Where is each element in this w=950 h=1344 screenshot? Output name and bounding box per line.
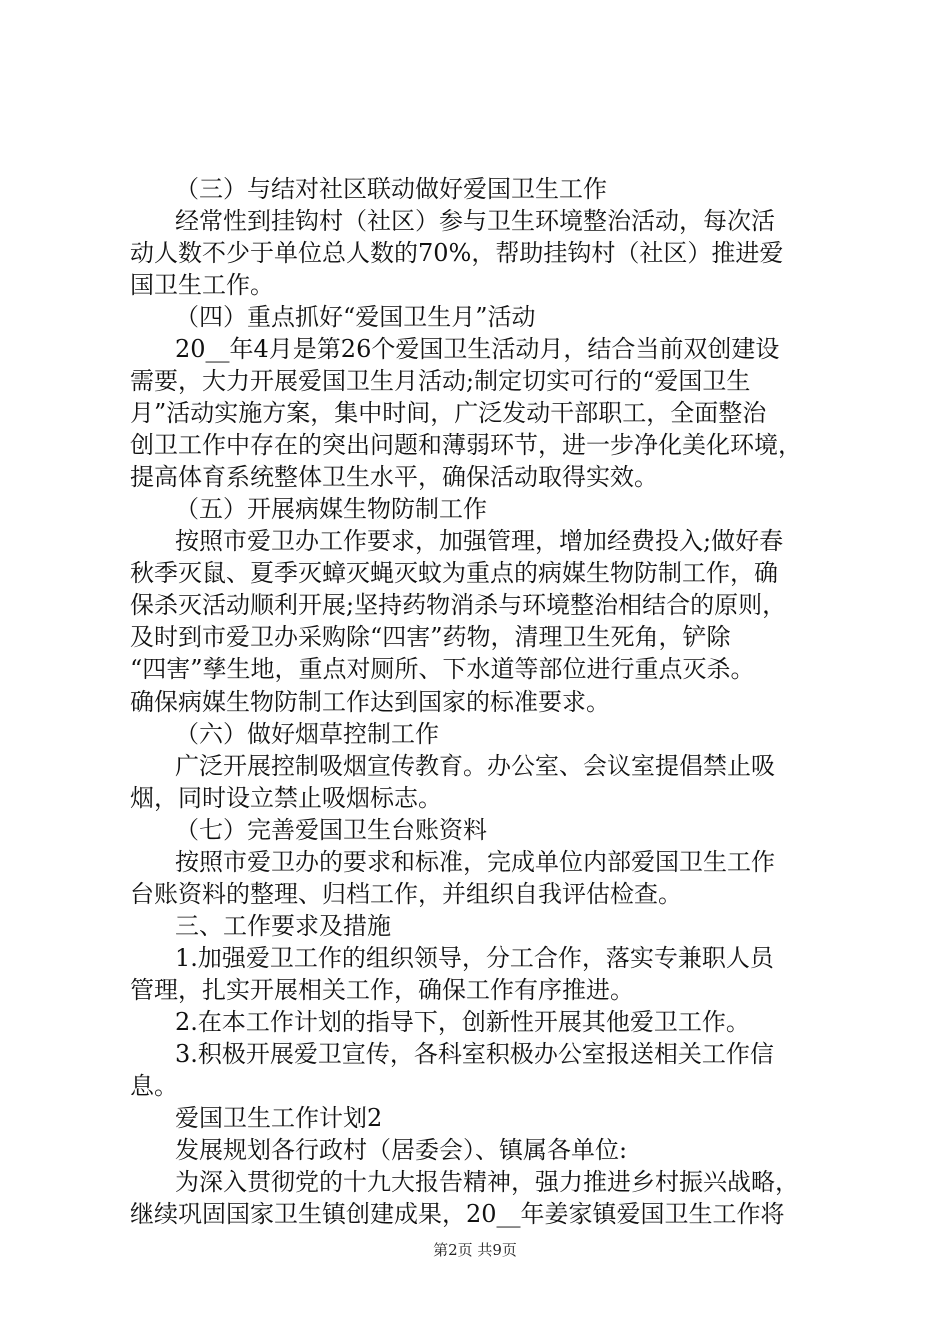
text-line: （七）完善爱国卫生台账资料 [175, 816, 487, 844]
text-line: 广泛开展控制吸烟宣传教育。办公室、会议室提倡禁止吸 [175, 752, 775, 780]
text-line: 提高体育系统整体卫生水平，确保活动取得实效。 [130, 463, 658, 491]
text-line: （三）与结对社区联动做好爱国卫生工作 [175, 175, 607, 203]
text-line: 按照市爱卫办的要求和标准，完成单位内部爱国卫生工作 [175, 848, 775, 876]
text-line: 管理，扎实开展相关工作，确保工作有序推进。 [130, 976, 634, 1004]
text-line: 发展规划各行政村（居委会）、镇属各单位: [175, 1136, 628, 1164]
text-line: 需要，大力开展爱国卫生月活动;制定切实可行的“爱国卫生 [130, 367, 751, 395]
text-line: 按照市爱卫办工作要求，加强管理，增加经费投入;做好春 [175, 527, 784, 555]
text-line: “四害”孳生地，重点对厕所、下水道等部位进行重点灭杀。 [130, 655, 755, 683]
text-line: 继续巩固国家卫生镇创建成果，20__年姜家镇爱国卫生工作将 [130, 1200, 785, 1228]
text-line: 3.积极开展爱卫宣传，各科室积极办公室报送相关工作信 [175, 1040, 774, 1068]
text-line: 2.在本工作计划的指导下，创新性开展其他爱卫工作。 [175, 1008, 750, 1036]
text-line: 三、工作要求及措施 [175, 912, 391, 940]
text-line: 保杀灭活动顺利开展;坚持药物消杀与环境整治相结合的原则， [130, 591, 787, 619]
text-line: （五）开展病媒生物防制工作 [175, 495, 487, 523]
text-line: 为深入贯彻党的十九大报告精神，强力推进乡村振兴战略， [175, 1168, 799, 1196]
text-line: 秋季灭鼠、夏季灭蟑灭蝇灭蚊为重点的病媒生物防制工作，确 [130, 559, 778, 587]
text-line: （六）做好烟草控制工作 [175, 720, 439, 748]
text-line: 动人数不少于单位总人数的70%，帮助挂钩村（社区）推进爱 [130, 239, 784, 267]
text-line: 经常性到挂钩村（社区）参与卫生环境整治活动，每次活 [175, 207, 775, 235]
text-line: 创卫工作中存在的突出问题和薄弱环节，进一步净化美化环境， [130, 431, 802, 459]
text-line: 烟，同时设立禁止吸烟标志。 [130, 784, 442, 812]
text-line: 20__年4月是第26个爱国卫生活动月，结合当前双创建设 [175, 335, 780, 363]
text-line: （四）重点抓好“爱国卫生月”活动 [175, 303, 536, 331]
text-line: 及时到市爱卫办采购除“四害”药物，清理卫生死角，铲除 [130, 623, 731, 651]
text-line: 国卫生工作。 [130, 271, 274, 299]
text-line: 月”活动实施方案，集中时间，广泛发动干部职工，全面整治 [130, 399, 767, 427]
text-line: 台账资料的整理、归档工作，并组织自我评估检查。 [130, 880, 682, 908]
page-number: 第2页 共9页 [433, 1241, 517, 1259]
section-heading: 爱国卫生工作计划2 [175, 1104, 383, 1132]
text-line: 1.加强爱卫工作的组织领导，分工合作，落实专兼职人员 [175, 944, 774, 972]
text-line: 确保病媒生物防制工作达到国家的标准要求。 [130, 688, 610, 716]
text-line: 息。 [130, 1072, 178, 1100]
